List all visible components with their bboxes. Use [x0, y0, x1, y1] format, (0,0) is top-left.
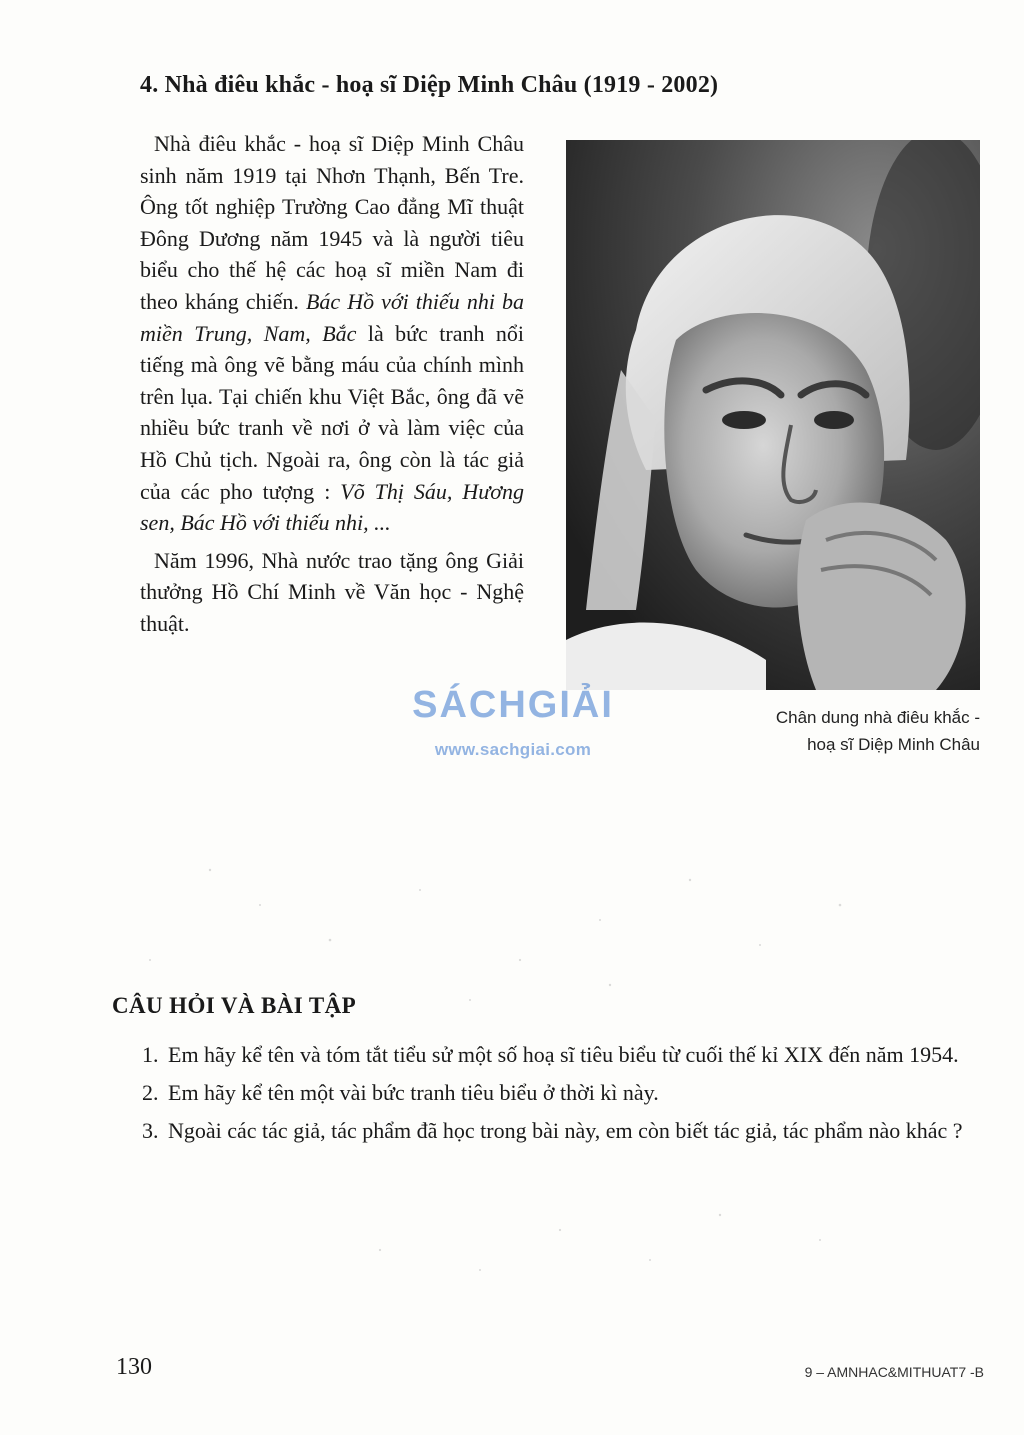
- question-item: [142, 1038, 984, 1071]
- watermark: [408, 684, 618, 760]
- biography-paragraph-1: [140, 128, 524, 539]
- photo-caption: [566, 704, 980, 758]
- question-text: Ngoài các tác giả, tác phẩm đã học trong bài này, em còn biết tác giả, tác phẩm nào khác ?: [168, 1118, 963, 1143]
- biography-text: [140, 128, 524, 640]
- question-item: [142, 1076, 984, 1109]
- section-title: 4. Nhà điêu khắc - hoạ sĩ Diệp Minh Châu (1919 - 2002): [140, 72, 719, 98]
- page-number: 130: [116, 1354, 152, 1380]
- biography-paragraph-2: Năm 1996, Nhà nước trao tặng ông Giải thưởng Hồ Chí Minh về Văn học - Nghệ thuật.: [140, 547, 524, 636]
- bio-text-part-2: là bức tranh nổi tiếng mà ông vẽ bằng máu của chính mình trên lụa. Tại chiến khu Việt Bắc, ông đã vẽ nhiều bức tranh về nơi ở và làm việc của Hồ Chủ tịch. Ngoài ra, ông còn là tác giả của các pho tượng :: [140, 320, 524, 504]
- caption-line-1: Chân dung nhà điêu khắc -: [775, 708, 980, 727]
- watermark-url: www.sachgiai.com: [434, 740, 592, 759]
- question-number: 2.: [142, 1080, 159, 1105]
- watermark-logo: SÁCHGIẢI: [412, 684, 614, 726]
- bio-text-part-1: Nhà điêu khắc - hoạ sĩ Diệp Minh Châu sinh năm 1919 tại Nhơn Thạnh, Bến Tre. Ông tốt nghiệp Trường Cao đẳng Mĩ thuật Đông Dương năm 1945 và là người tiêu biểu cho thế hệ các hoạ sĩ miền Nam đi theo kháng chiến.: [140, 131, 524, 314]
- question-text: Em hãy kể tên một vài bức tranh tiêu biểu ở thời kì này.: [168, 1080, 659, 1105]
- question-item: [142, 1114, 984, 1147]
- question-number: 3.: [142, 1118, 159, 1143]
- sculpture-list: Võ Thị Sáu, Hương sen, Bác Hồ với thiếu nhi, ...: [140, 478, 524, 536]
- question-text: Em hãy kể tên và tóm tắt tiểu sử một số hoạ sĩ tiêu biểu từ cuối thế kỉ XIX đến năm 1954.: [168, 1042, 959, 1067]
- painting-title: Bác Hồ với thiếu nhi ba miền Trung, Nam, Bắc: [140, 288, 524, 346]
- questions-heading: CÂU HỎI VÀ BÀI TẬP: [112, 993, 357, 1018]
- questions-list: [142, 1038, 984, 1152]
- caption-line-2: hoạ sĩ Diệp Minh Châu: [807, 735, 980, 754]
- question-number: 1.: [142, 1042, 159, 1067]
- footer-code: 9 – AMNHAC&MITHUAT7 -B: [804, 1364, 984, 1380]
- portrait-photo: [566, 140, 980, 690]
